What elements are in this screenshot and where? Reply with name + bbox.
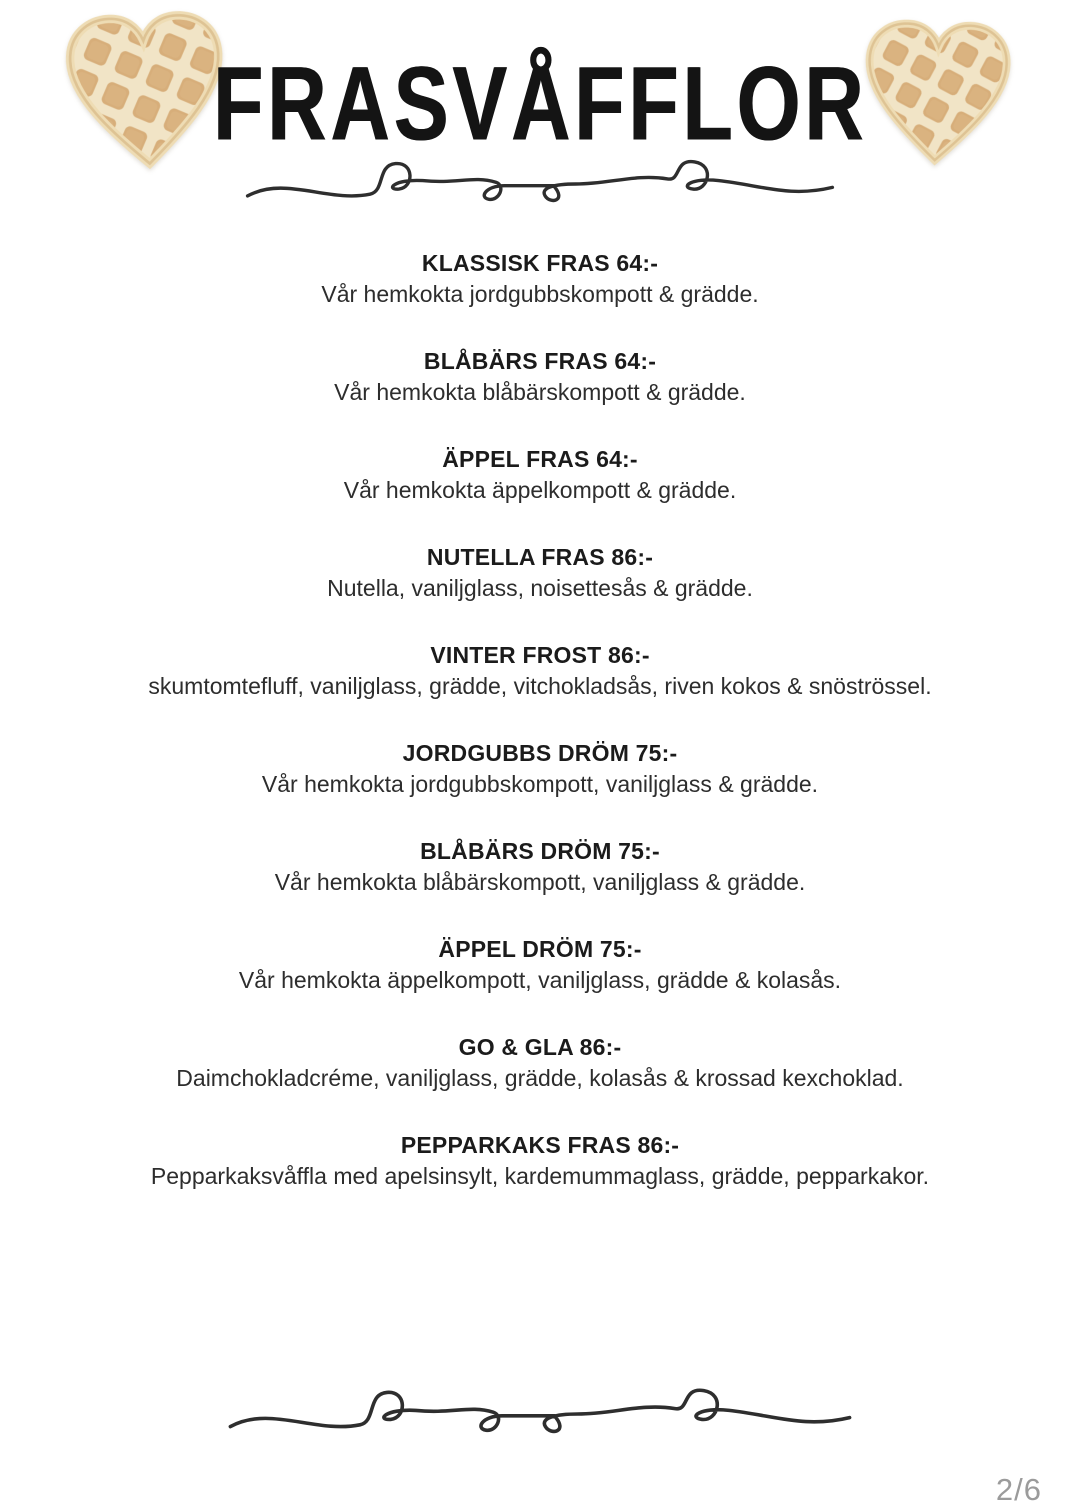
menu-item-description: Vår hemkokta äppelkompott, vaniljglass, grädde & kolasås. xyxy=(238,967,842,993)
squiggle-divider xyxy=(190,1378,890,1450)
menu-item xyxy=(40,1130,1040,1192)
squiggle-divider xyxy=(210,150,870,218)
menu-item-name: ÄPPEL FRAS 64:- xyxy=(442,446,638,472)
menu-item xyxy=(40,836,1040,898)
menu-list xyxy=(0,248,1080,1192)
menu-item xyxy=(40,738,1040,800)
menu-item-description: Vår hemkokta blåbärskompott & grädde. xyxy=(334,379,746,405)
menu-item-name: NUTELLA FRAS 86:- xyxy=(426,544,654,570)
menu-item-description: Vår hemkokta jordgubbskompott, vaniljglass & grädde. xyxy=(261,771,819,797)
menu-item-name: BLÅBÄRS FRAS 64:- xyxy=(423,348,657,374)
menu-item-name: KLASSISK FRAS 64:- xyxy=(421,250,659,276)
waffle-heart-icon xyxy=(853,17,1020,171)
menu-item-name: BLÅBÄRS DRÖM 75:- xyxy=(420,838,660,864)
menu-item-name: ÄPPEL DRÖM 75:- xyxy=(438,936,642,962)
menu-item-description: Nutella, vaniljglass, noisettesås & grädde. xyxy=(327,575,753,601)
menu-item-description: Vår hemkokta äppelkompott & grädde. xyxy=(343,477,737,503)
menu-item-name: PEPPARKAKS FRAS 86:- xyxy=(400,1132,680,1158)
menu-item-description: Daimchokladcréme, vaniljglass, grädde, kolasås & krossad kexchoklad. xyxy=(176,1065,904,1091)
menu-item-description: skumtomtefluff, vaniljglass, grädde, vitchokladsås, riven kokos & snöströssel. xyxy=(148,673,932,699)
menu-item xyxy=(40,248,1040,310)
menu-item xyxy=(40,934,1040,996)
menu-item-name: JORDGUBBS DRÖM 75:- xyxy=(402,740,678,766)
menu-item xyxy=(40,346,1040,408)
menu-item-description: Pepparkaksvåffla med apelsinsylt, kardemummaglass, grädde, pepparkakor. xyxy=(150,1163,930,1189)
menu-item xyxy=(40,1032,1040,1094)
menu-item-description: Vår hemkokta jordgubbskompott & grädde. xyxy=(321,281,759,307)
menu-item-name: VINTER FROST 86:- xyxy=(430,642,650,668)
page-number: 2/6 xyxy=(995,1472,1042,1507)
page-title: FRASVÅFFLOR xyxy=(212,46,868,163)
menu-item xyxy=(40,444,1040,506)
menu-item xyxy=(40,542,1040,604)
menu-item-description: Vår hemkokta blåbärskompott, vaniljglass & grädde. xyxy=(274,869,806,895)
menu-header xyxy=(0,0,1080,232)
menu-item-name: GO & GLA 86:- xyxy=(458,1034,622,1060)
menu-item xyxy=(40,640,1040,702)
